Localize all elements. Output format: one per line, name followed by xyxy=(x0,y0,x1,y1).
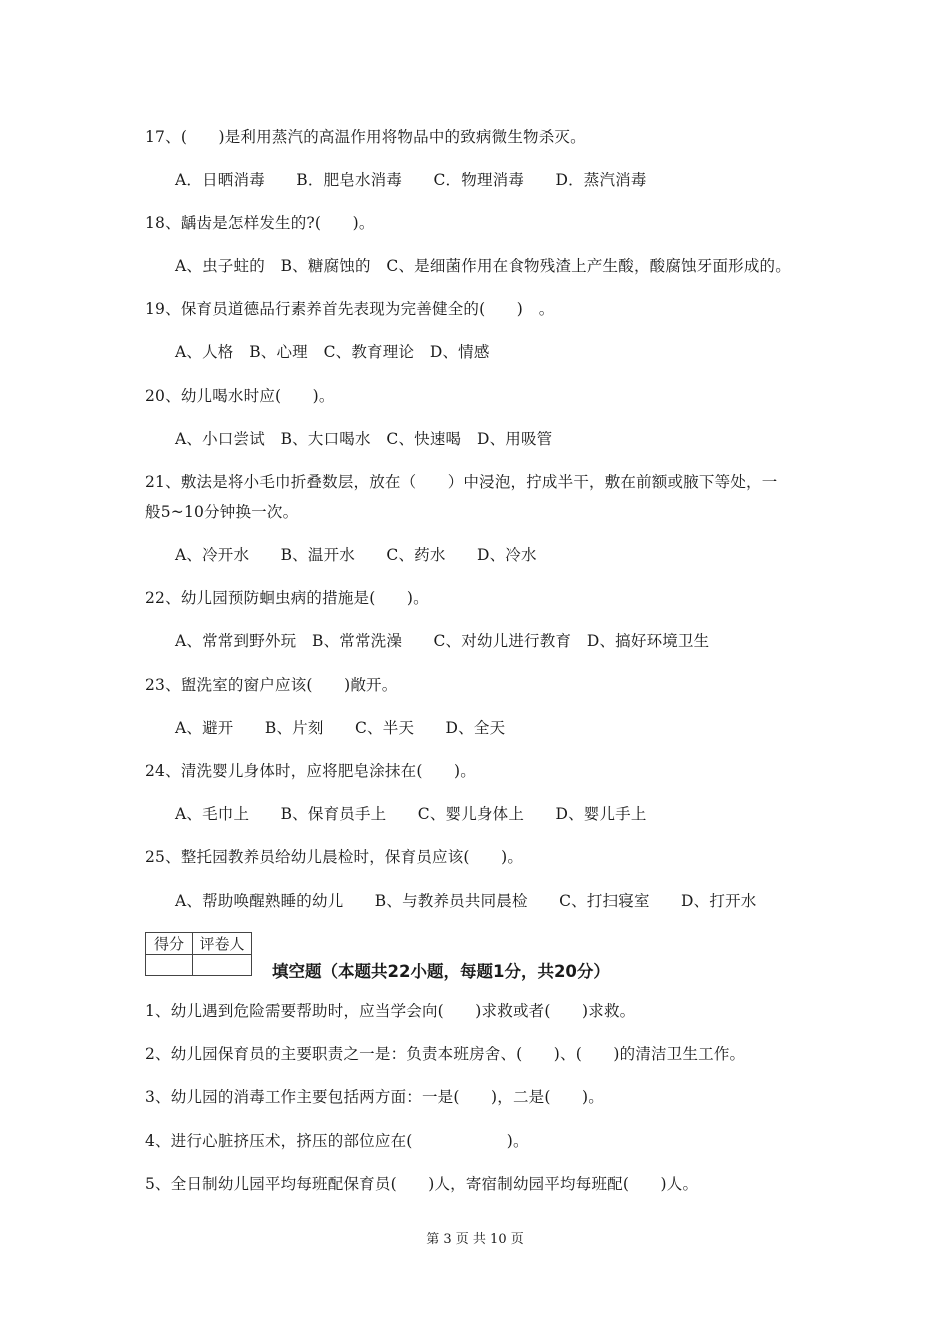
fill-question-1: 1、幼儿遇到危险需要帮助时，应当学会向( )求救或者( )求救。 xyxy=(145,1002,636,1020)
grader-cell xyxy=(193,955,252,976)
question-20-options: A、小口尝试 B、大口喝水 C、快速喝 D、用吸管 xyxy=(175,430,553,448)
question-21-stem: 21、敷法是将小毛巾折叠数层，放在（ ）中浸泡，拧成半干，敷在前额或腋下等处，一 xyxy=(145,473,778,491)
question-21-options: A、冷开水 B、温开水 C、药水 D、冷水 xyxy=(175,546,537,564)
question-19-stem: 19、保育员道德品行素养首先表现为完善健全的( ) 。 xyxy=(145,300,555,318)
grader-label: 评卷人 xyxy=(193,933,252,955)
page-footer: 第 3 页 共 10 页 xyxy=(426,1232,524,1247)
question-19-options: A、人格 B、心理 C、教育理论 D、情感 xyxy=(175,343,490,361)
question-25-options: A、帮助唤醒熟睡的幼儿 B、与教养员共同晨检 C、打扫寝室 D、打开水 xyxy=(175,892,757,910)
question-22-stem: 22、幼儿园预防蛔虫病的措施是( )。 xyxy=(145,589,429,607)
question-18-options: A、虫子蛀的 B、糖腐蚀的 C、是细菌作用在食物残渣上产生酸，酸腐蚀牙面形成的。 xyxy=(175,257,791,275)
question-21-stem-continued: 般5~10分钟换一次。 xyxy=(145,503,299,521)
score-cell xyxy=(146,955,193,976)
question-17-stem: 17、( )是利用蒸汽的高温作用将物品中的致病微生物杀灭。 xyxy=(145,128,586,146)
question-20-stem: 20、幼儿喝水时应( )。 xyxy=(145,387,335,405)
question-17-options: A．日晒消毒 B．肥皂水消毒 C．物理消毒 D．蒸汽消毒 xyxy=(175,171,647,189)
question-22-options: A、常常到野外玩 B、常常洗澡 C、对幼儿进行教育 D、搞好环境卫生 xyxy=(175,632,710,650)
question-18-stem: 18、龋齿是怎样发生的?( )。 xyxy=(145,214,375,232)
question-24-options: A、毛巾上 B、保育员手上 C、婴儿身体上 D、婴儿手上 xyxy=(175,805,647,823)
question-23-options: A、避开 B、片刻 C、半天 D、全天 xyxy=(175,719,506,737)
score-label: 得分 xyxy=(146,933,193,955)
fill-question-5: 5、全日制幼儿园平均每班配保育员( )人，寄宿制幼园平均每班配( )人。 xyxy=(145,1175,699,1193)
fill-question-2: 2、幼儿园保育员的主要职责之一是：负责本班房舍、( )、( )的清洁卫生工作。 xyxy=(145,1045,746,1063)
section-title: 填空题（本题共22小题，每题1分，共20分） xyxy=(272,962,610,981)
score-box xyxy=(145,932,252,976)
fill-question-4: 4、进行心脏挤压术，挤压的部位应在( )。 xyxy=(145,1132,529,1150)
question-23-stem: 23、盥洗室的窗户应该( )敞开。 xyxy=(145,676,398,694)
question-24-stem: 24、清洗婴儿身体时，应将肥皂涂抹在( )。 xyxy=(145,762,476,780)
fill-question-3: 3、幼儿园的消毒工作主要包括两方面：一是( )，二是( )。 xyxy=(145,1088,604,1106)
question-25-stem: 25、整托园教养员给幼儿晨检时，保育员应该( )。 xyxy=(145,848,524,866)
